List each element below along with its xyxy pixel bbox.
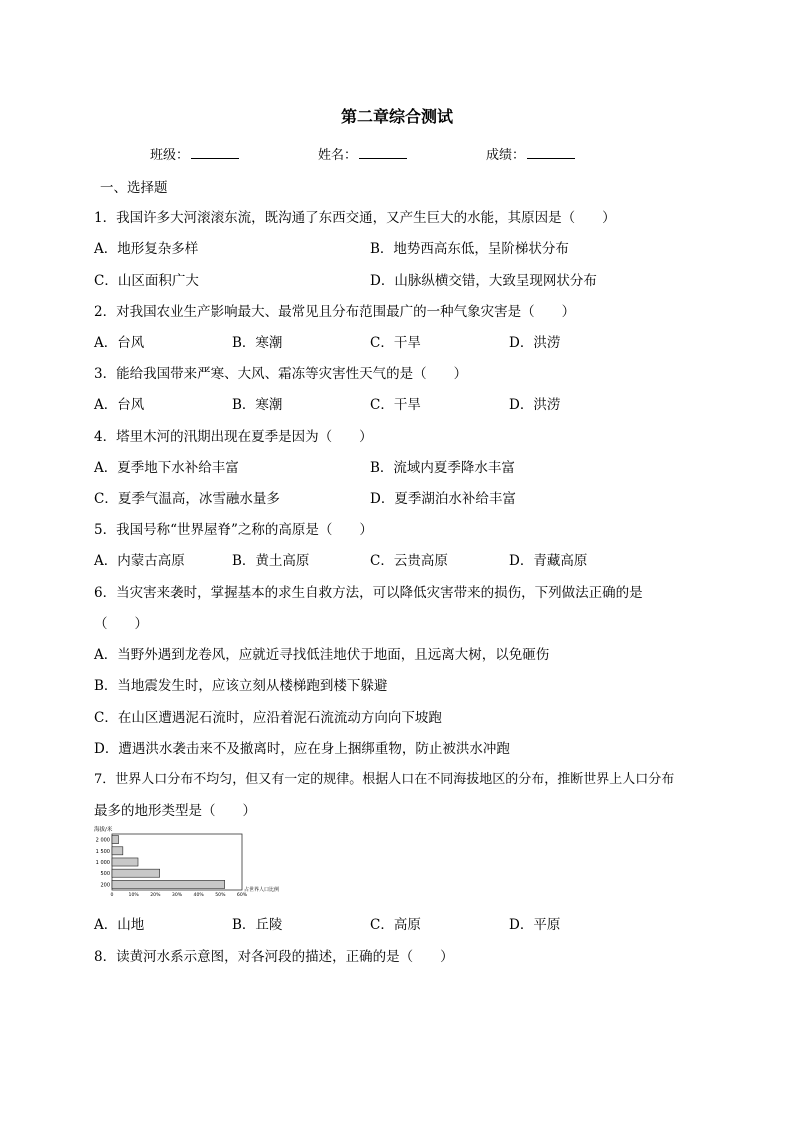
chart-xtick-label: 60% — [236, 893, 248, 896]
q7-option-d: D．平原 — [509, 917, 561, 933]
chart-xtick-label: 20% — [150, 893, 161, 896]
q3-option-b: B．寒潮 — [232, 397, 283, 413]
chart-ytick-label: 2 000 — [95, 837, 110, 844]
chart-bar — [112, 847, 123, 855]
q5-option-c: C．云贵高原 — [370, 553, 448, 569]
q2-option-a: A．台风 — [94, 335, 145, 351]
q7-option-b: B．丘陵 — [232, 917, 283, 933]
q3-option-a: A．台风 — [94, 397, 145, 413]
chart-bar — [112, 869, 160, 877]
chart-ytick-label: 500 — [100, 871, 110, 878]
question-6-stem-cont: （ ） — [94, 616, 148, 632]
q1-option-d: D．山脉纵横交错，大致呈现网状分布 — [370, 273, 597, 289]
q5-option-a: A．内蒙古高原 — [94, 553, 185, 569]
name-field — [318, 144, 407, 163]
chart-bar — [112, 858, 138, 866]
question-2-stem: 2．对我国农业生产影响最大、最常见且分布范围最广的一种气象灾害是（ ） — [94, 304, 576, 320]
score-blank[interactable] — [527, 146, 575, 159]
q6-option-d: D．遭遇洪水袭击来不及撤离时，应在身上捆绑重物，防止被洪水冲跑 — [94, 741, 510, 757]
chart-xtick-label: 30% — [171, 893, 183, 896]
chart-xlabel: 占世界人口比例 — [244, 887, 280, 893]
page-title: 第二章综合测试 — [340, 107, 453, 126]
q2-option-b: B．寒潮 — [232, 335, 283, 351]
class-label: 班级： — [150, 148, 190, 163]
class-field — [150, 144, 239, 163]
question-7-stem: 7．世界人口分布不均匀，但又有一定的规律。根据人口在不同海拔地区的分布，推断世界上人口分布 — [94, 772, 675, 787]
question-1-stem: 1．我国许多大河滚滚东流，既沟通了东西交通，又产生巨大的水能，其原因是（ ） — [94, 210, 616, 226]
q6-option-c: C．在山区遭遇泥石流时，应沿着泥石流流动方向向下坡跑 — [94, 710, 442, 726]
q3-option-c: C．干旱 — [370, 397, 421, 413]
q6-option-b: B．当地震发生时，应该立刻从楼梯跑到楼下躲避 — [94, 678, 388, 694]
chart-ytick-label: 1 000 — [95, 860, 110, 866]
score-field — [486, 144, 575, 163]
q5-option-d: D．青藏高原 — [509, 553, 588, 569]
chart-ytick-label: 1 500 — [95, 848, 110, 855]
name-blank[interactable] — [359, 146, 407, 159]
q4-option-a: A．夏季地下水补给丰富 — [94, 460, 239, 476]
score-label: 成绩： — [486, 148, 526, 163]
q6-option-a: A．当野外遇到龙卷风，应就近寻找低洼地伏于地面，且远离大树，以免砸伤 — [94, 647, 550, 663]
q3-option-d: D．洪涝 — [509, 397, 561, 413]
question-3-stem: 3．能给我国带来严寒、大风、霜冻等灾害性天气的是（ ） — [94, 366, 468, 382]
chart-ylabel: 海拔/米 — [94, 827, 113, 833]
section-heading: 一、选择题 — [100, 180, 168, 196]
name-label: 姓名： — [318, 148, 358, 163]
question-4-stem: 4．塔里木河的汛期出现在夏季是因为（ ） — [94, 429, 373, 445]
chart-svg — [92, 824, 302, 896]
chart-xtick-label: 0 — [110, 893, 114, 896]
question-5-stem: 5．我国号称“世界屋脊”之称的高原是（ ） — [94, 522, 373, 538]
q7-option-c: C．高原 — [370, 917, 421, 933]
population-altitude-chart — [92, 824, 302, 896]
q1-option-c: C．山区面积广大 — [94, 273, 199, 289]
q5-option-b: B．黄土高原 — [232, 553, 310, 569]
q7-option-a: A．山地 — [94, 917, 145, 933]
chart-bar — [112, 880, 225, 888]
chart-xtick-label: 10% — [128, 893, 139, 896]
question-6-stem: 6．当灾害来袭时，掌握基本的求生自救方法，可以降低灾害带来的损伤，下列做法正确的是 — [94, 585, 643, 601]
chart-bar — [112, 836, 119, 844]
q4-option-d: D．夏季湖泊水补给丰富 — [370, 491, 516, 507]
chart-xtick-label: 50% — [215, 893, 226, 896]
q1-option-b: B．地势西高东低，呈阶梯状分布 — [370, 241, 569, 257]
q2-option-d: D．洪涝 — [509, 335, 561, 351]
class-blank[interactable] — [191, 146, 239, 159]
question-8-stem: 8．读黄河水系示意图，对各河段的描述，正确的是（ ） — [94, 949, 454, 965]
chart-ytick-label: 200 — [100, 882, 110, 889]
q4-option-c: C．夏季气温高，冰雪融水量多 — [94, 491, 280, 507]
q4-option-b: B．流域内夏季降水丰富 — [370, 460, 515, 476]
question-7-stem-cont: 最多的地形类型是（ ） — [94, 803, 256, 819]
chart-xtick-label: 40% — [193, 893, 204, 896]
q1-option-a: A．地形复杂多样 — [94, 241, 199, 257]
q2-option-c: C．干旱 — [370, 335, 421, 351]
